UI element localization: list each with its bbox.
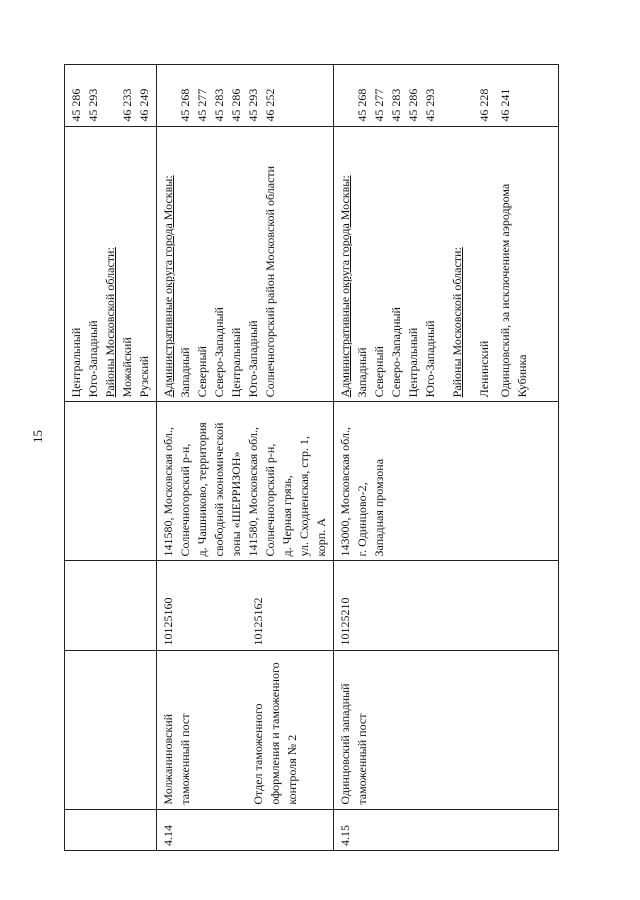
okato-code: 45 286 [229, 88, 243, 122]
rotated-table-container [64, 64, 554, 851]
okato-code: 46 241 [498, 88, 512, 122]
district-name: Центральный [406, 327, 420, 398]
district-name: Можайский [120, 337, 134, 398]
district-name: Северо-Западный [212, 307, 226, 398]
customs-posts-table [64, 64, 559, 851]
subunit-name: Отдел таможенного [251, 703, 265, 805]
okato-code: 45 283 [212, 88, 226, 122]
district-name: Северный [195, 346, 209, 398]
address-line: 141580, Московская обл., [161, 427, 175, 557]
table-row-4-14 [157, 65, 334, 851]
okato-code: 46 228 [477, 88, 491, 122]
district-name: Северный [372, 346, 386, 398]
district-name: Центральный [229, 327, 243, 398]
address-line: Солнечногорский р-н, [263, 443, 277, 557]
district-name: Солнечногорский район Московской области [263, 165, 277, 398]
cell-address [157, 402, 334, 561]
page-number: 15 [30, 430, 45, 443]
cell-codes [334, 65, 559, 127]
okato-code: 45 293 [86, 88, 100, 122]
cell-num [65, 809, 157, 850]
address-line: Солнечногорский р-н, [178, 443, 192, 557]
districts-header: Административные округа города Москвы: [161, 175, 175, 398]
okato-code: 45 286 [406, 88, 420, 122]
cell-codes [157, 65, 334, 127]
address-line: д. Черная грязь, [280, 475, 294, 557]
cell-districts [334, 126, 559, 402]
district-name: Одинцовский, за исключением аэродрома [498, 183, 512, 398]
subunit-name: контроля № 2 [285, 734, 299, 805]
oblast-header: Районы Московской области: [450, 247, 464, 398]
subunit-code: 10125160 [161, 597, 175, 646]
address-line: зоны «ШЕРРИЗОН» [229, 451, 243, 557]
cell-codes [65, 65, 157, 127]
district-name: Юго-Западный [86, 320, 100, 398]
address-line: свободной экономической [212, 422, 226, 557]
cell-post-name [65, 650, 157, 809]
cell-code [157, 561, 334, 650]
cell-districts [157, 126, 334, 402]
subunit-code: 10125162 [251, 597, 265, 646]
address-line: корп. А [314, 518, 328, 557]
cell-post-name: Одинцовский западный таможенный пост [334, 650, 559, 809]
okato-code: 45 268 [178, 88, 192, 122]
cell-districts [65, 126, 157, 402]
cell-num: 4.14 [157, 809, 334, 850]
address-line: г. Одинцово-2, [355, 482, 369, 557]
address-line: 143000, Московская обл., [338, 427, 352, 557]
okato-code: 46 249 [137, 88, 151, 122]
post-name: Молжаниновский таможенный пост [161, 713, 192, 805]
districts-header: Административные округа города Москвы: [338, 175, 352, 398]
address-line: Западная промзона [372, 458, 386, 557]
okato-code: 45 293 [246, 88, 260, 122]
subunit-name: оформления и таможенного [268, 662, 282, 805]
okato-code: 45 277 [195, 88, 209, 122]
district-name: Юго-Западный [423, 320, 437, 398]
district-name: Западный [178, 347, 192, 398]
okato-code: 45 293 [423, 88, 437, 122]
okato-code: 45 283 [389, 88, 403, 122]
district-name: Кубинка [515, 354, 529, 398]
cell-address [65, 402, 157, 561]
table-row-4-15 [334, 65, 559, 851]
cell-code [65, 561, 157, 650]
table-row-continuation [65, 65, 157, 851]
district-name: Северо-Западный [389, 307, 403, 398]
address-line: д. Чашниково, территория [195, 422, 209, 557]
district-name: Западный [355, 347, 369, 398]
cell-post-name [157, 650, 334, 809]
cell-num: 4.15 [334, 809, 559, 850]
cell-address [334, 402, 559, 561]
district-name: Центральный [69, 327, 83, 398]
okato-code: 46 233 [120, 88, 134, 122]
address-line: 141580, Московская обл., [246, 427, 260, 557]
okato-code: 46 252 [263, 88, 277, 122]
okato-code: 45 268 [355, 88, 369, 122]
oblast-header: Районы Московской области: [103, 247, 117, 398]
district-name: Юго-Западный [246, 320, 260, 398]
address-line: ул. Сходненская, стр. 1, [297, 435, 311, 557]
okato-code: 45 286 [69, 88, 83, 122]
district-name: Ленинский [477, 340, 491, 398]
cell-code: 10125210 [334, 561, 559, 650]
district-name: Рузский [137, 355, 151, 398]
okato-code: 45 277 [372, 88, 386, 122]
